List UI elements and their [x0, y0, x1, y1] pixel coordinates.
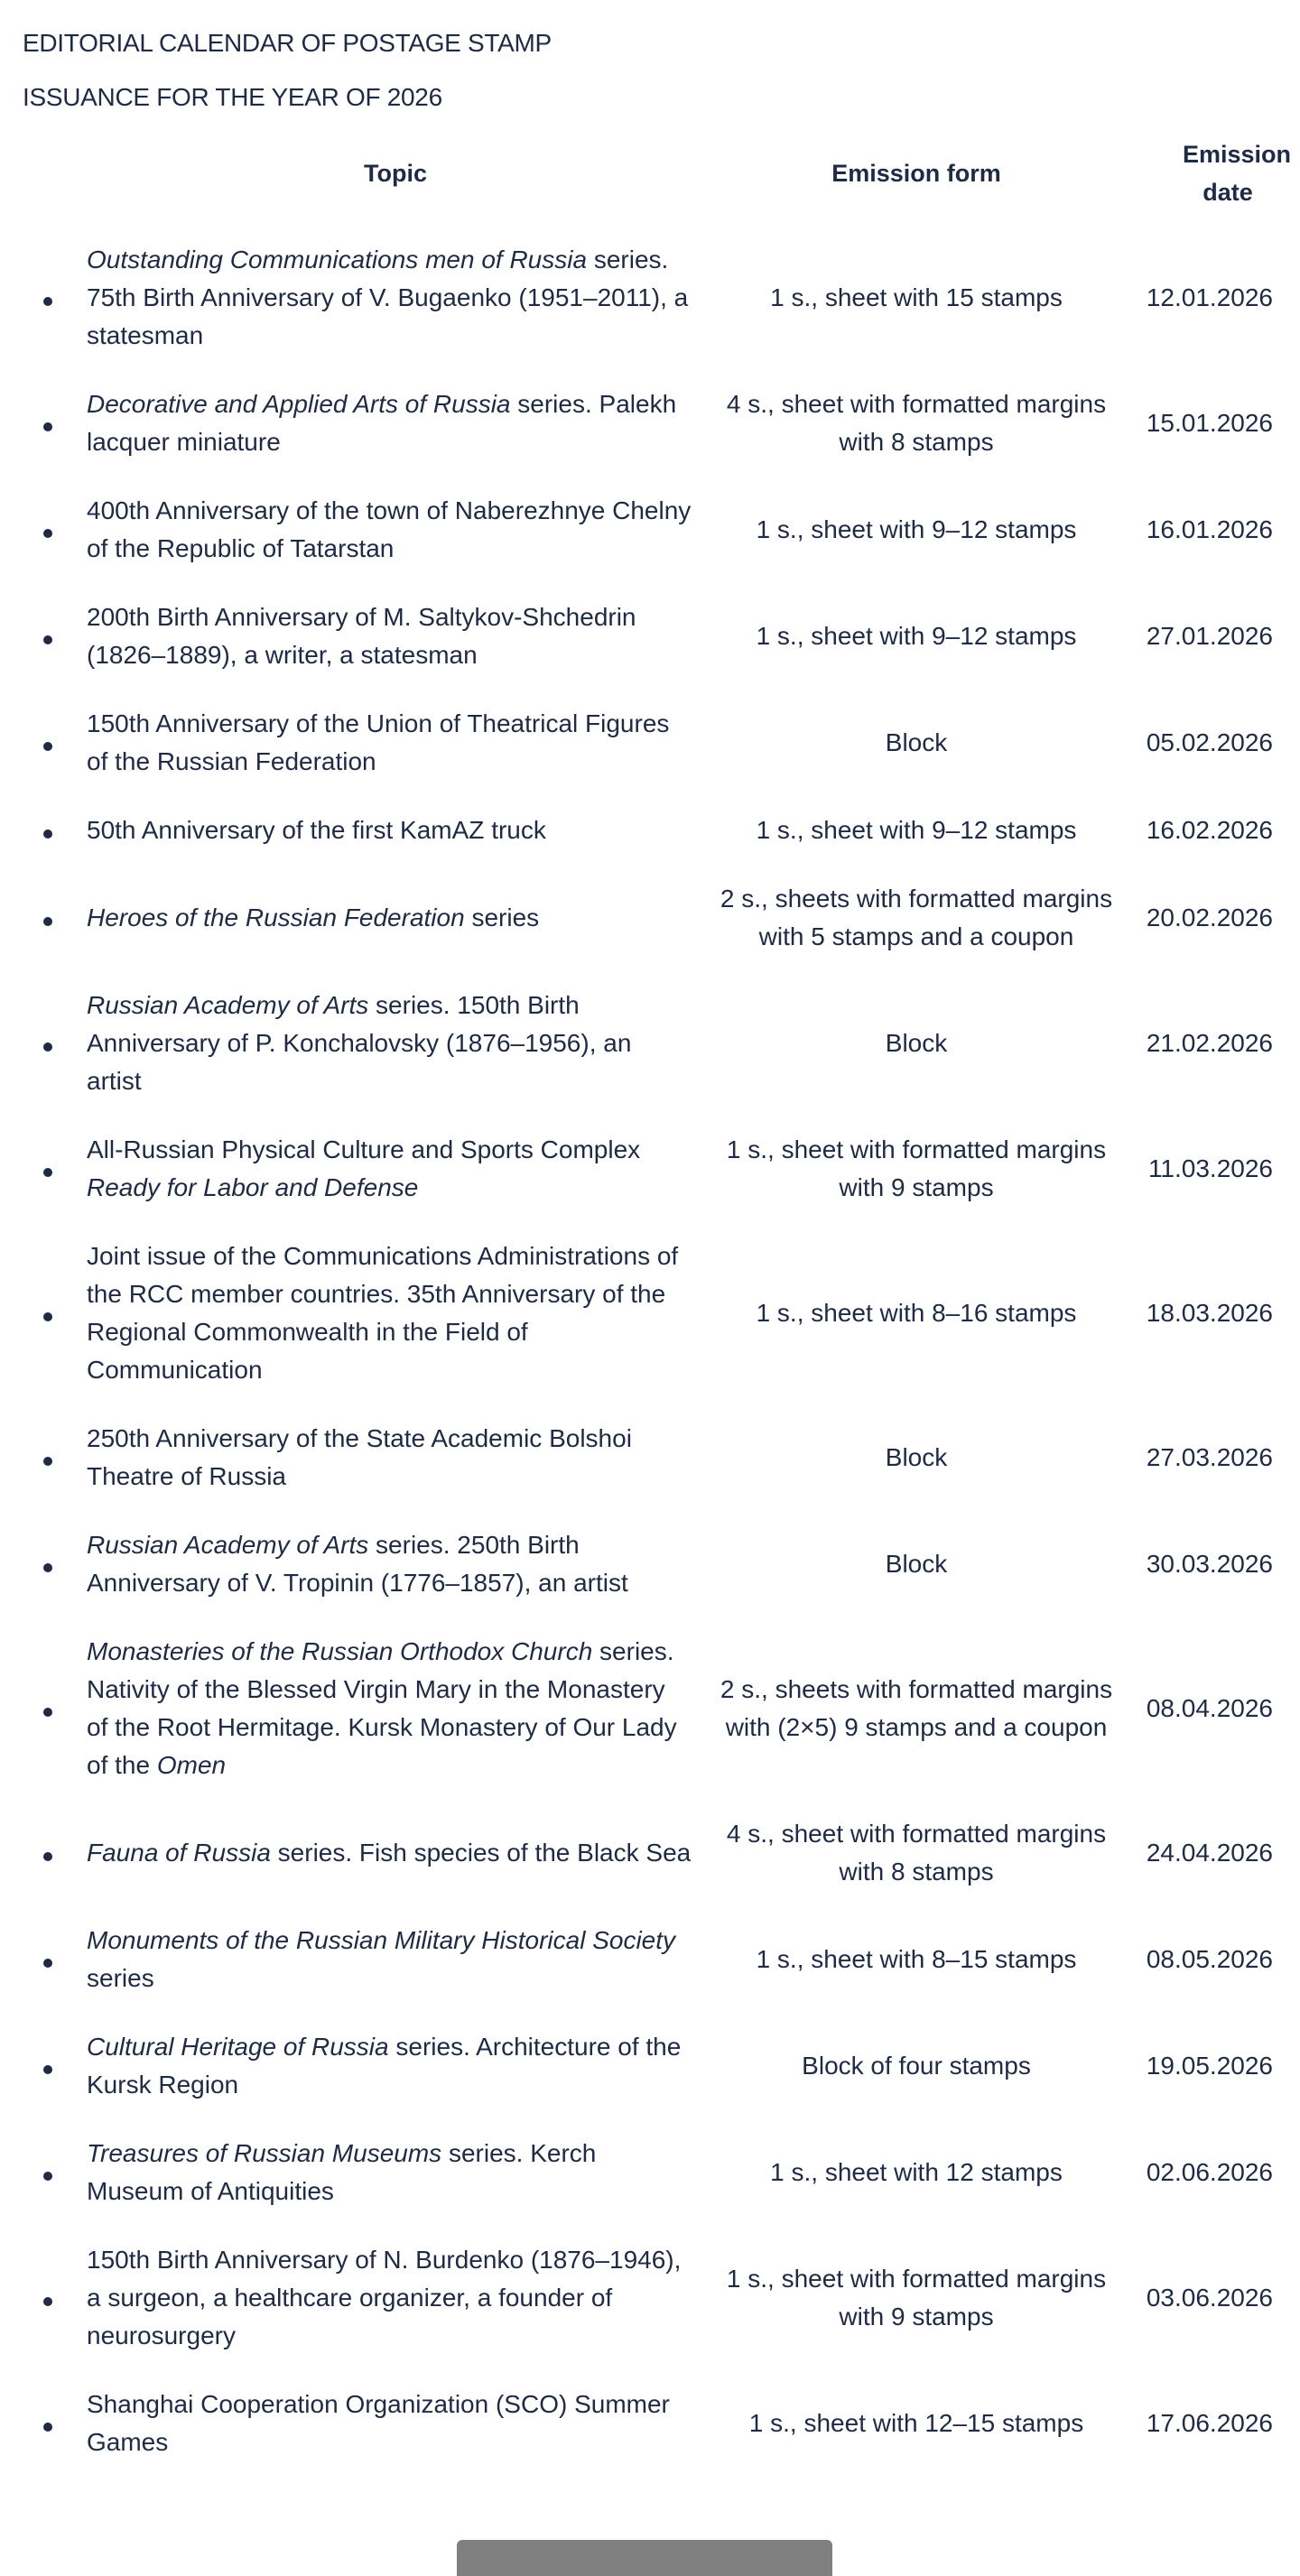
topic-cell [87, 2013, 704, 2119]
topic-text: 150th Birth Anniversary of N. Burdenko (1876–1946), a surgeon, a healthcare organizer, a founder of neurosurgery [87, 2246, 682, 2349]
bullet-icon [43, 1708, 52, 1717]
bullet-icon [43, 1852, 52, 1861]
topic-text: 150th Anniversary of the Union of Theatrical Figures of the Russian Federation [87, 709, 670, 775]
bullet-icon [43, 917, 52, 926]
bullet-icon [43, 1312, 52, 1321]
table-row [0, 2370, 1273, 2477]
page-title [23, 16, 552, 125]
bullet-cell [0, 2370, 87, 2477]
topic-cell [87, 477, 704, 583]
topic-text: series [87, 1964, 154, 1992]
topic-cell [87, 971, 704, 1116]
bullet-cell [0, 1404, 87, 1511]
emission-form-cell: 1 s., sheet with 8–16 stamps [756, 1299, 1077, 1327]
emission-date-cell: 27.01.2026 [1146, 622, 1273, 650]
emission-form-cell: 1 s., sheet with 8–15 stamps [756, 1945, 1077, 1973]
topic-text: 50th Anniversary of the first KamAZ truck [87, 816, 546, 844]
topic-text: series [464, 903, 540, 931]
topic-series-name: Fauna of Russia [87, 1839, 271, 1867]
bullet-icon [43, 1168, 52, 1177]
topic-text: series. Palekh lacquer miniature [87, 390, 677, 456]
bullet-cell [0, 1511, 87, 1617]
bullet-icon [43, 742, 52, 751]
table-row [0, 226, 1273, 370]
emission-form-cell: Block [885, 1550, 948, 1578]
topic-cell [87, 370, 704, 477]
topic-text: 200th Birth Anniversary of M. Saltykov-Shchedrin (1826–1889), a writer, a statesman [87, 603, 636, 669]
topic-text: series. 75th Birth Anniversary of V. Bugaenko (1951–2011), a statesman [87, 246, 689, 349]
topic-series-name: Heroes of the Russian Federation [87, 903, 465, 931]
title-line-2: ISSUANCE FOR THE YEAR OF 2026 [23, 83, 442, 111]
emission-date-cell: 21.02.2026 [1146, 1029, 1273, 1057]
bullet-cell [0, 2226, 87, 2370]
emission-form-cell: Block [885, 728, 948, 756]
bullet-cell [0, 477, 87, 583]
emission-form-cell: Block of four stamps [802, 2052, 1031, 2080]
bullet-cell [0, 690, 87, 796]
bullet-cell [0, 1116, 87, 1222]
bullet-icon [43, 529, 52, 538]
emission-form-cell: 4 s., sheet with formatted margins with 8 stamps [726, 390, 1107, 456]
table-row [0, 583, 1273, 690]
bullet-cell [0, 226, 87, 370]
bullet-icon [43, 2065, 52, 2074]
table-header-row [0, 126, 1273, 226]
topic-text: Shanghai Cooperation Organization (SCO) Summer Games [87, 2390, 670, 2456]
topic-cell [87, 1906, 704, 2013]
bullet-icon [43, 1042, 52, 1052]
bullet-icon [43, 635, 52, 644]
topic-series-name: Russian Academy of Arts [87, 1531, 369, 1559]
header-emission-date [1128, 126, 1292, 226]
bullet-icon [43, 1457, 52, 1466]
bullet-cell [0, 971, 87, 1116]
bullet-icon [43, 2423, 52, 2432]
topic-cell [87, 1404, 704, 1511]
bullet-cell [0, 583, 87, 690]
bullet-icon [43, 829, 52, 839]
topic-cell [87, 226, 704, 370]
emission-form-cell: 1 s., sheet with 15 stamps [770, 283, 1063, 311]
emission-form-cell: 4 s., sheet with formatted margins with 8 stamps [726, 1820, 1107, 1886]
topic-cell [87, 2119, 704, 2226]
bullet-icon [43, 1563, 52, 1572]
emission-date-cell: 11.03.2026 [1147, 1154, 1273, 1182]
bullet-cell [0, 1906, 87, 2013]
bullet-icon [43, 2297, 52, 2306]
table-row [0, 1906, 1273, 2013]
emission-date-cell: 08.04.2026 [1146, 1694, 1273, 1722]
header-emission-form: Emission form [831, 160, 1001, 187]
topic-text: 250th Anniversary of the State Academic Bolshoi Theatre of Russia [87, 1424, 632, 1490]
table-body [0, 226, 1273, 2477]
topic-cell [87, 1800, 704, 1906]
header-date-line-2: date [1202, 179, 1253, 206]
table-row [0, 2013, 1273, 2119]
topic-series-name: Monasteries of the Russian Orthodox Church [87, 1637, 593, 1665]
emission-date-cell: 18.03.2026 [1146, 1299, 1273, 1327]
topic-text: series. Kerch Museum of Antiquities [87, 2139, 597, 2205]
bullet-cell [0, 2119, 87, 2226]
table-row [0, 971, 1273, 1116]
emission-date-cell: 03.06.2026 [1146, 2284, 1273, 2312]
topic-text: All-Russian Physical Culture and Sports Complex [87, 1135, 641, 1163]
topic-cell [87, 796, 704, 865]
emission-form-cell: 1 s., sheet with 9–12 stamps [756, 622, 1077, 650]
table-row [0, 1404, 1273, 1511]
table-row [0, 690, 1273, 796]
topic-series-name: Ready for Labor and Defense [87, 1173, 419, 1201]
table-row [0, 1511, 1273, 1617]
bullet-icon [43, 2172, 52, 2181]
emission-form-cell: 2 s., sheets with formatted margins with (2×5) 9 stamps and a coupon [720, 1675, 1113, 1741]
emission-form-cell: 2 s., sheets with formatted margins with 5 stamps and a coupon [720, 885, 1113, 950]
topic-text: series. 150th Birth Anniversary of P. Konchalovsky (1876–1956), an artist [87, 991, 632, 1095]
topic-series-name: Omen [156, 1751, 227, 1779]
topic-series-name: Cultural Heritage of Russia [87, 2033, 389, 2061]
emission-form-cell: 1 s., sheet with 12–15 stamps [748, 2409, 1084, 2437]
topic-series-name: Outstanding Communications men of Russia [87, 246, 588, 273]
emission-form-cell: Block [885, 1029, 948, 1057]
emission-form-cell: Block [885, 1443, 948, 1471]
stamp-calendar-table [0, 126, 1292, 2477]
emission-date-cell: 15.01.2026 [1146, 409, 1273, 437]
bullet-cell [0, 1222, 87, 1404]
table-row [0, 1800, 1273, 1906]
bullet-icon [43, 297, 52, 306]
emission-date-cell: 19.05.2026 [1146, 2052, 1273, 2080]
emission-date-cell: 12.01.2026 [1146, 283, 1273, 311]
topic-cell [87, 2226, 704, 2370]
topic-text: series. Fish species of the Black Sea [270, 1839, 692, 1867]
topic-series-name: Russian Academy of Arts [87, 991, 369, 1019]
emission-form-cell: 1 s., sheet with formatted margins with 9 stamps [726, 1135, 1107, 1201]
table-row [0, 1617, 1273, 1800]
emission-date-cell: 16.02.2026 [1146, 816, 1273, 844]
topic-text: series. Nativity of the Blessed Virgin Mary in the Monastery of the Root Hermitage. Kursk Monastery of Our Lady of the [87, 1637, 677, 1779]
bullet-icon [43, 422, 52, 431]
bullet-cell [0, 2013, 87, 2119]
topic-cell [87, 1222, 704, 1404]
topic-cell [87, 865, 704, 971]
topic-cell [87, 1116, 704, 1222]
emission-date-cell: 24.04.2026 [1146, 1839, 1273, 1867]
table-row [0, 1222, 1273, 1404]
topic-series-name: Treasures of Russian Museums [87, 2139, 442, 2167]
horizontal-scrollbar[interactable] [457, 2540, 832, 2576]
bullet-icon [43, 1959, 52, 1968]
emission-date-cell: 16.01.2026 [1146, 515, 1273, 543]
emission-date-cell: 02.06.2026 [1146, 2158, 1273, 2186]
bullet-cell [0, 796, 87, 865]
topic-cell [87, 583, 704, 690]
topic-text: 400th Anniversary of the town of Naberezhnye Chelny of the Republic of Tatarstan [87, 496, 692, 562]
emission-form-cell: 1 s., sheet with formatted margins with 9 stamps [726, 2265, 1107, 2330]
topic-text: series. Architecture of the Kursk Region [87, 2033, 682, 2099]
table-row [0, 1116, 1273, 1222]
table-row [0, 2226, 1273, 2370]
topic-series-name: Monuments of the Russian Military Historical Society [87, 1926, 676, 1954]
emission-date-cell: 30.03.2026 [1146, 1550, 1273, 1578]
table-row [0, 477, 1273, 583]
bullet-cell [0, 1800, 87, 1906]
bullet-cell [0, 1617, 87, 1800]
header-topic: Topic [364, 160, 427, 187]
title-line-1: EDITORIAL CALENDAR OF POSTAGE STAMP [23, 29, 552, 57]
topic-series-name: Decorative and Applied Arts of Russia [87, 390, 511, 418]
bullet-cell [0, 370, 87, 477]
emission-date-cell: 27.03.2026 [1146, 1443, 1273, 1471]
bullet-cell [0, 865, 87, 971]
emission-date-cell: 08.05.2026 [1146, 1945, 1273, 1973]
emission-form-cell: 1 s., sheet with 12 stamps [770, 2158, 1063, 2186]
topic-text: Joint issue of the Communications Administrations of the RCC member countries. 35th Anniversary of the Regional Commonwealth in the Field of Communication [87, 1242, 679, 1384]
emission-date-cell: 05.02.2026 [1146, 728, 1273, 756]
table-row [0, 865, 1273, 971]
topic-text: series. 250th Birth Anniversary of V. Tropinin (1776–1857), an artist [87, 1531, 628, 1597]
topic-cell [87, 2370, 704, 2477]
emission-form-cell: 1 s., sheet with 9–12 stamps [756, 515, 1077, 543]
header-bullet [0, 126, 87, 226]
topic-cell [87, 1511, 704, 1617]
emission-form-cell: 1 s., sheet with 9–12 stamps [756, 816, 1077, 844]
emission-date-cell: 17.06.2026 [1146, 2409, 1273, 2437]
emission-date-cell: 20.02.2026 [1146, 903, 1273, 931]
table-row [0, 370, 1273, 477]
table-row [0, 2119, 1273, 2226]
topic-cell [87, 690, 704, 796]
table-row [0, 796, 1273, 865]
topic-cell [87, 1617, 704, 1800]
header-date-line-1: Emission [1183, 141, 1292, 168]
